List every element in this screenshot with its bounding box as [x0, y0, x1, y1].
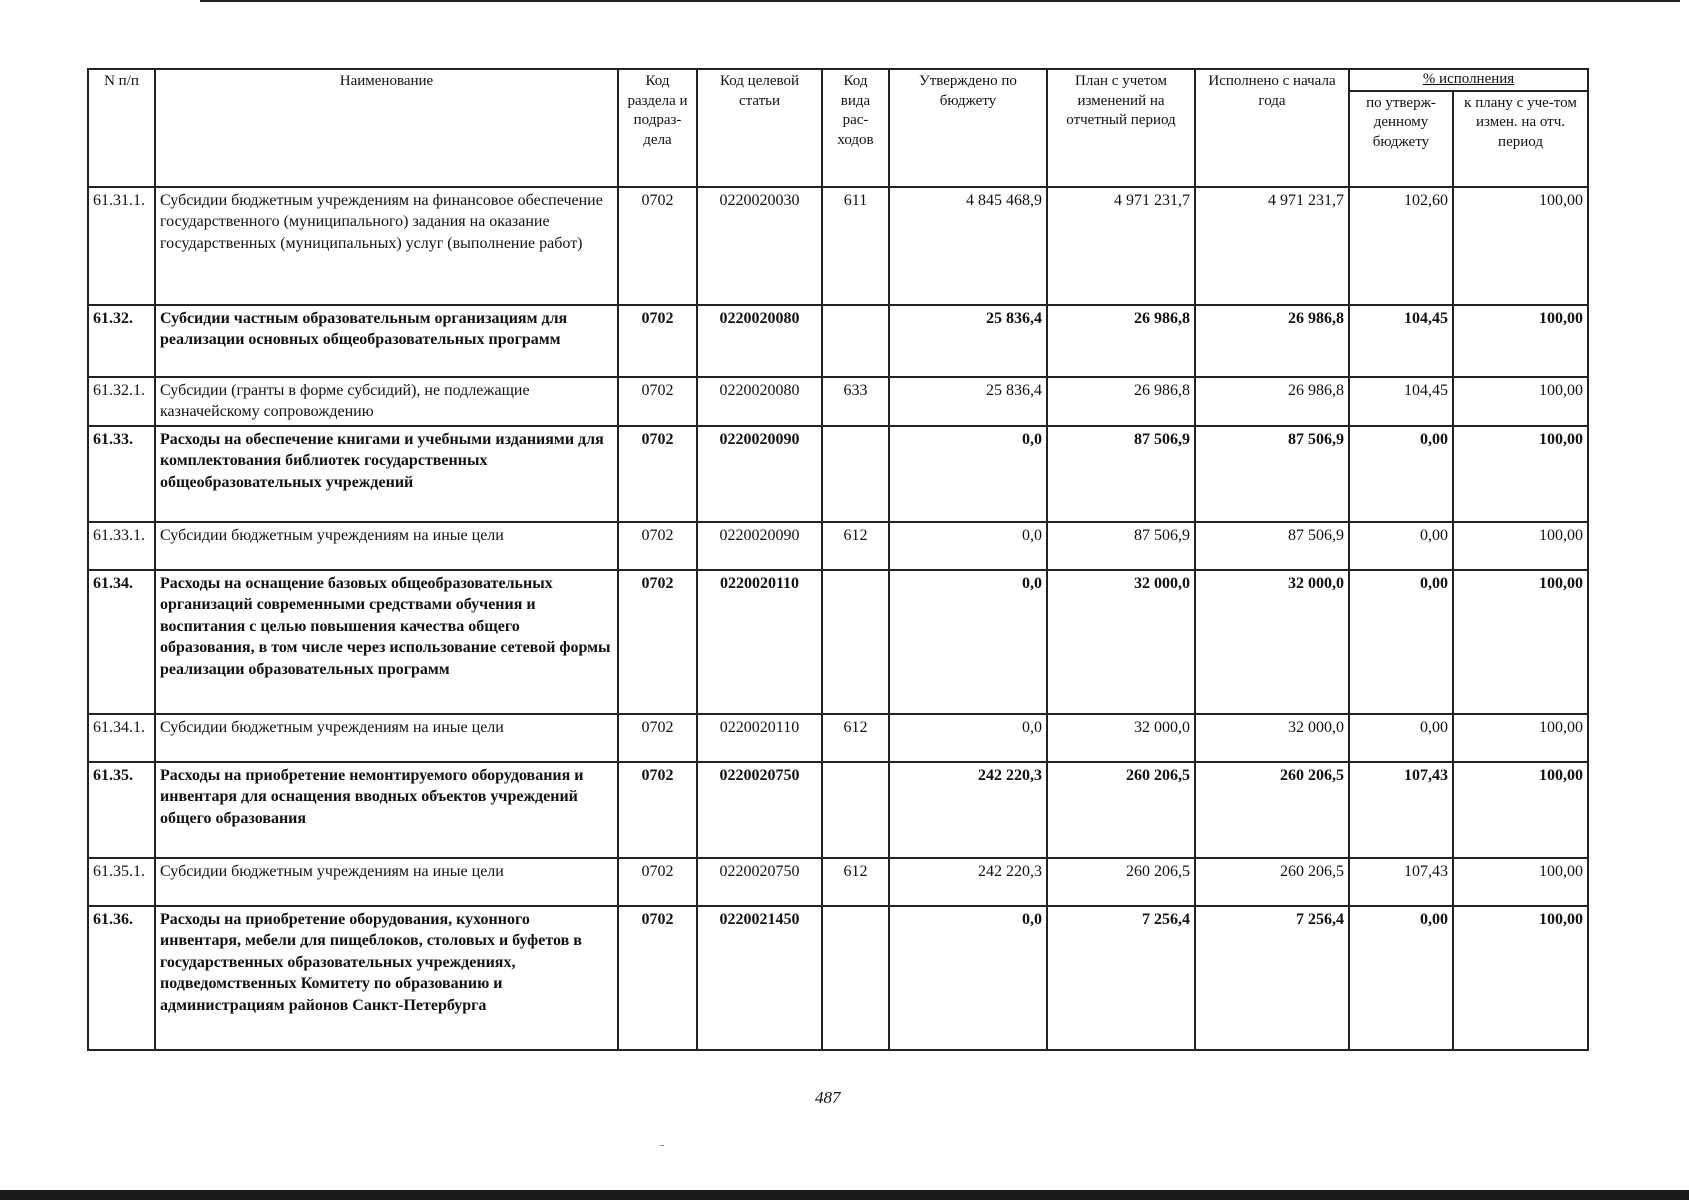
row-name: Субсидии бюджетным учреждениям на финансовое обеспечение государственного (муниципального) задания на оказание государственных (муниципальных) услуг (выполнение работ) — [155, 187, 618, 305]
row-number: 61.35. — [88, 762, 155, 858]
row-approved: 4 845 468,9 — [889, 187, 1047, 305]
header-kind-code: Код вида рас-ходов — [822, 69, 889, 187]
row-executed: 32 000,0 — [1195, 570, 1349, 714]
row-plan: 32 000,0 — [1047, 570, 1195, 714]
row-pct-plan: 100,00 — [1453, 187, 1588, 305]
header-name: Наименование — [155, 69, 618, 187]
row-kind-code: 611 — [822, 187, 889, 305]
row-target-code: 0220021450 — [697, 906, 822, 1050]
row-kind-code — [822, 906, 889, 1050]
row-approved: 25 836,4 — [889, 305, 1047, 377]
row-number: 61.34.1. — [88, 714, 155, 762]
row-pct-budget: 0,00 — [1349, 426, 1453, 522]
row-pct-plan: 100,00 — [1453, 570, 1588, 714]
row-approved: 242 220,3 — [889, 762, 1047, 858]
row-approved: 0,0 — [889, 714, 1047, 762]
row-name: Расходы на приобретение немонтируемого оборудования и инвентаря для оснащения вводных объектов учреждений общего образования — [155, 762, 618, 858]
row-pct-budget: 104,45 — [1349, 377, 1453, 426]
row-name: Расходы на приобретение оборудования, кухонного инвентаря, мебели для пищеблоков, столовых и буфетов в государственных образовательных учреждениях, подведомственных Комитету по образованию и администрациям районов Санкт-Петербурга — [155, 906, 618, 1050]
row-plan: 87 506,9 — [1047, 426, 1195, 522]
row-kind-code — [822, 426, 889, 522]
row-pct-plan: 100,00 — [1453, 377, 1588, 426]
header-num: N п/п — [88, 69, 155, 187]
row-number: 61.32.1. — [88, 377, 155, 426]
row-pct-budget: 0,00 — [1349, 570, 1453, 714]
row-approved: 25 836,4 — [889, 377, 1047, 426]
row-name: Расходы на оснащение базовых общеобразовательных организаций современными средствами обучения и воспитания с целью повышения качества общего образования, в том числе через использование сетевой формы реализации образовательных программ — [155, 570, 618, 714]
row-target-code: 0220020110 — [697, 570, 822, 714]
row-pct-plan: 100,00 — [1453, 305, 1588, 377]
row-number: 61.31.1. — [88, 187, 155, 305]
row-section-code: 0702 — [618, 906, 697, 1050]
page-bottom-edge — [0, 1190, 1689, 1200]
row-executed: 4 971 231,7 — [1195, 187, 1349, 305]
row-number: 61.32. — [88, 305, 155, 377]
header-executed: Исполнено с начала года — [1195, 69, 1349, 187]
row-name: Субсидии бюджетным учреждениям на иные цели — [155, 858, 618, 906]
row-pct-plan: 100,00 — [1453, 522, 1588, 570]
row-target-code: 0220020090 — [697, 426, 822, 522]
row-executed: 26 986,8 — [1195, 305, 1349, 377]
row-name: Субсидии бюджетным учреждениям на иные цели — [155, 522, 618, 570]
page-top-rule — [200, 0, 1680, 2]
row-plan: 32 000,0 — [1047, 714, 1195, 762]
row-section-code: 0702 — [618, 187, 697, 305]
header-plan: План с учетом изменений на отчетный период — [1047, 69, 1195, 187]
row-target-code: 0220020030 — [697, 187, 822, 305]
row-plan: 7 256,4 — [1047, 906, 1195, 1050]
table-row — [88, 570, 1588, 714]
header-target-code: Код целевой статьи — [697, 69, 822, 187]
row-executed: 87 506,9 — [1195, 426, 1349, 522]
scan-speck — [660, 1145, 664, 1146]
row-section-code: 0702 — [618, 858, 697, 906]
row-pct-plan: 100,00 — [1453, 426, 1588, 522]
row-approved: 0,0 — [889, 906, 1047, 1050]
table-row — [88, 906, 1588, 1050]
row-name: Субсидии (гранты в форме субсидий), не подлежащие казначейскому сопровождению — [155, 377, 618, 426]
header-pct-budget: по утверж-денному бюджету — [1349, 91, 1453, 187]
row-plan: 87 506,9 — [1047, 522, 1195, 570]
row-plan: 26 986,8 — [1047, 377, 1195, 426]
row-kind-code: 612 — [822, 858, 889, 906]
row-target-code: 0220020750 — [697, 858, 822, 906]
row-executed: 260 206,5 — [1195, 762, 1349, 858]
row-target-code: 0220020080 — [697, 305, 822, 377]
row-approved: 242 220,3 — [889, 858, 1047, 906]
row-target-code: 0220020080 — [697, 377, 822, 426]
row-target-code: 0220020110 — [697, 714, 822, 762]
row-kind-code: 633 — [822, 377, 889, 426]
row-approved: 0,0 — [889, 426, 1047, 522]
header-pct-plan: к плану с уче-том измен. на отч. период — [1453, 91, 1588, 187]
row-pct-plan: 100,00 — [1453, 858, 1588, 906]
row-executed: 26 986,8 — [1195, 377, 1349, 426]
row-target-code: 0220020750 — [697, 762, 822, 858]
row-number: 61.33. — [88, 426, 155, 522]
row-number: 61.36. — [88, 906, 155, 1050]
row-executed: 260 206,5 — [1195, 858, 1349, 906]
table-row — [88, 377, 1588, 426]
header-row — [88, 69, 1588, 91]
row-section-code: 0702 — [618, 714, 697, 762]
row-number: 61.34. — [88, 570, 155, 714]
row-approved: 0,0 — [889, 570, 1047, 714]
row-pct-budget: 102,60 — [1349, 187, 1453, 305]
table-row — [88, 305, 1588, 377]
row-kind-code — [822, 762, 889, 858]
row-section-code: 0702 — [618, 522, 697, 570]
budget-execution-table — [87, 68, 1589, 1051]
row-number: 61.35.1. — [88, 858, 155, 906]
row-target-code: 0220020090 — [697, 522, 822, 570]
row-number: 61.33.1. — [88, 522, 155, 570]
row-executed: 32 000,0 — [1195, 714, 1349, 762]
row-pct-budget: 107,43 — [1349, 762, 1453, 858]
row-name: Субсидии частным образовательным организациям для реализации основных общеобразовательных программ — [155, 305, 618, 377]
table-row — [88, 187, 1588, 305]
row-pct-plan: 100,00 — [1453, 906, 1588, 1050]
row-pct-budget: 0,00 — [1349, 522, 1453, 570]
row-section-code: 0702 — [618, 762, 697, 858]
row-pct-budget: 0,00 — [1349, 714, 1453, 762]
row-pct-plan: 100,00 — [1453, 714, 1588, 762]
row-section-code: 0702 — [618, 570, 697, 714]
row-approved: 0,0 — [889, 522, 1047, 570]
table-row — [88, 762, 1588, 858]
row-section-code: 0702 — [618, 426, 697, 522]
header-section-code: Код раздела и подраз-дела — [618, 69, 697, 187]
table-body — [88, 187, 1588, 1050]
row-name: Расходы на обеспечение книгами и учебными изданиями для комплектования библиотек государственных общеобразовательных учреждений — [155, 426, 618, 522]
row-pct-budget: 104,45 — [1349, 305, 1453, 377]
row-executed: 7 256,4 — [1195, 906, 1349, 1050]
header-percent: % исполнения — [1349, 69, 1588, 91]
row-pct-budget: 0,00 — [1349, 906, 1453, 1050]
row-kind-code — [822, 570, 889, 714]
row-pct-budget: 107,43 — [1349, 858, 1453, 906]
row-kind-code: 612 — [822, 522, 889, 570]
row-plan: 260 206,5 — [1047, 762, 1195, 858]
table-row — [88, 522, 1588, 570]
row-plan: 26 986,8 — [1047, 305, 1195, 377]
row-kind-code — [822, 305, 889, 377]
row-executed: 87 506,9 — [1195, 522, 1349, 570]
row-plan: 4 971 231,7 — [1047, 187, 1195, 305]
table-row — [88, 858, 1588, 906]
page-number: 487 — [815, 1088, 841, 1107]
row-name: Субсидии бюджетным учреждениям на иные цели — [155, 714, 618, 762]
row-pct-plan: 100,00 — [1453, 762, 1588, 858]
table-row — [88, 714, 1588, 762]
row-section-code: 0702 — [618, 305, 697, 377]
row-kind-code: 612 — [822, 714, 889, 762]
row-plan: 260 206,5 — [1047, 858, 1195, 906]
header-approved: Утверждено по бюджету — [889, 69, 1047, 187]
row-section-code: 0702 — [618, 377, 697, 426]
table-row — [88, 426, 1588, 522]
